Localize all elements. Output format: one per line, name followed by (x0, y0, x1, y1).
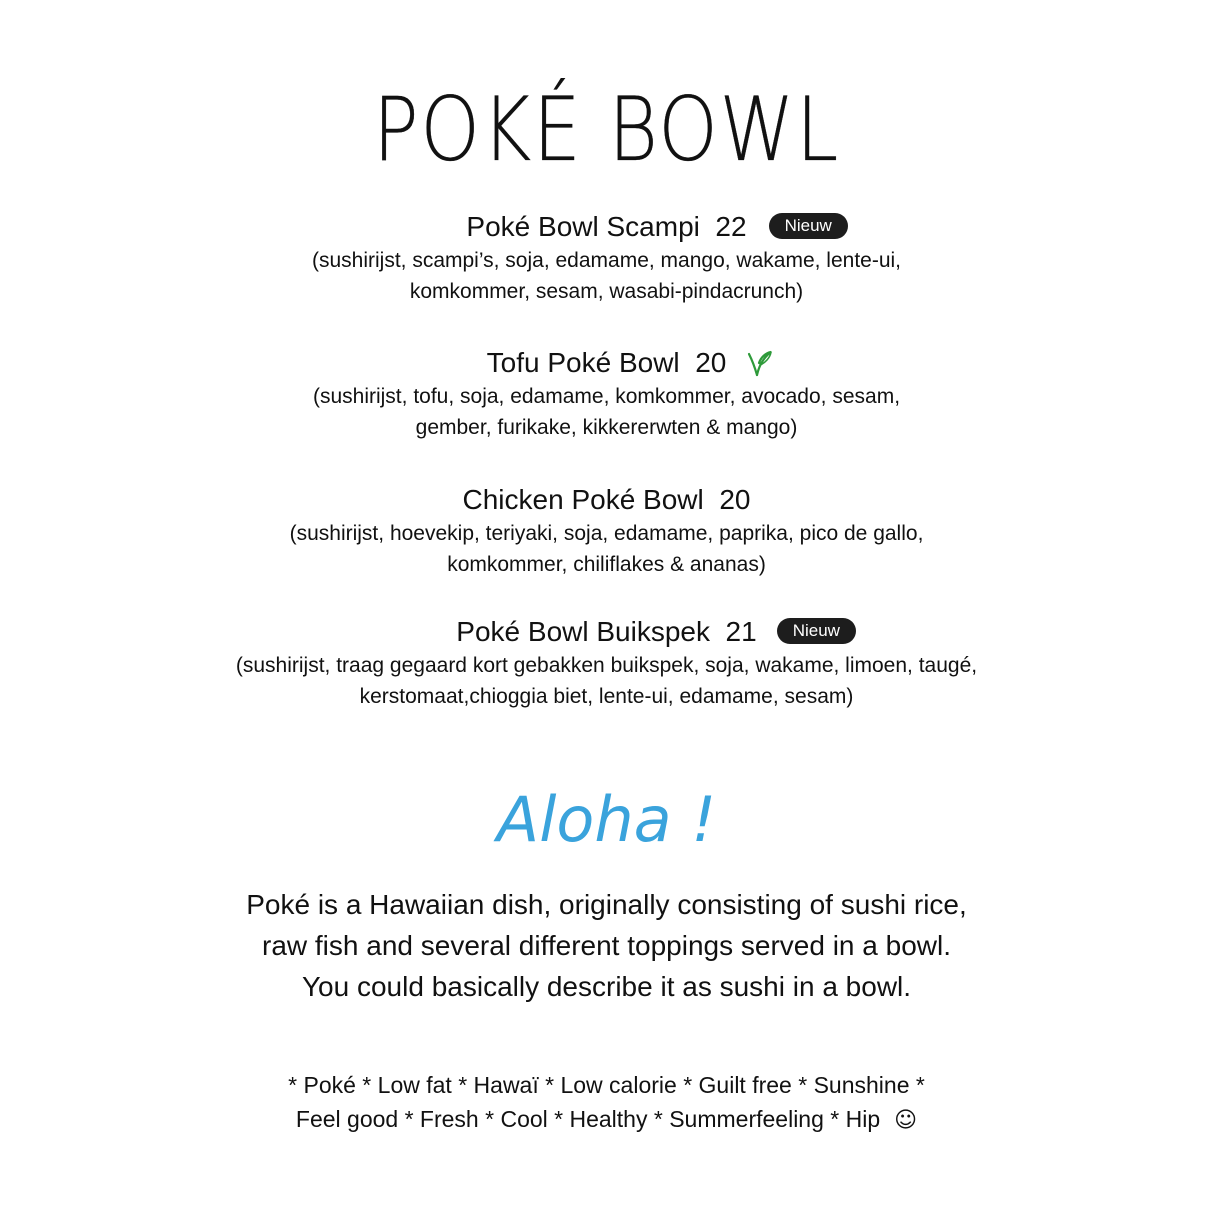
menu-item-name: Chicken Poké Bowl (462, 484, 704, 515)
menu-item-title (466, 210, 832, 244)
menu-item-price: 22 (715, 211, 747, 242)
menu-item-head (0, 483, 1213, 517)
menu-item-head (0, 210, 1213, 244)
menu-item-name: Poké Bowl Scampi (466, 211, 700, 242)
about-line: raw fish and several different toppings served in a bowl. (262, 930, 951, 961)
menu-item-title (487, 346, 727, 380)
menu-item-desc-line: kerstomaat,chioggia biet, lente-ui, edamame, sesam) (359, 685, 854, 708)
menu-item-desc-line: (sushirijst, hoevekip, teriyaki, soja, edamame, paprika, pico de gallo, (289, 522, 924, 545)
tagline-text: Feel good * Fresh * Cool * Healthy * Summerfeeling * Hip (295, 1106, 881, 1132)
tagline (0, 1068, 1213, 1138)
menu-item-buikspek (0, 615, 1213, 712)
tagline-line: * Poké * Low fat * Hawaï * Low calorie * Guilt free * Sunshine * (288, 1072, 925, 1098)
menu-item-desc-line: (sushirijst, tofu, soja, edamame, komkommer, avocado, sesam, (312, 385, 901, 408)
menu-item-title (463, 483, 751, 517)
tagline-line-2 (0, 1102, 1213, 1138)
menu-item-desc (0, 381, 1213, 443)
about-line: You could basically describe it as sushi in a bowl. (301, 971, 912, 1002)
menu-item-price: 20 (695, 347, 727, 378)
menu-item-name: Tofu Poké Bowl (486, 347, 680, 378)
menu-item-chicken (0, 483, 1213, 580)
menu-item-head (0, 615, 1213, 649)
menu-item-desc-line: komkommer, sesam, wasabi-pindacrunch) (409, 280, 804, 303)
aloha-heading: Aloha ! (496, 783, 717, 856)
menu-item-tofu (0, 346, 1213, 443)
vegan-leaf-icon (746, 348, 774, 378)
menu-item-title (456, 615, 840, 649)
menu-item-price: 20 (719, 484, 751, 515)
menu-item-desc (0, 650, 1213, 712)
new-badge: Nieuw (777, 618, 856, 644)
smiley-icon: ☺ (894, 1108, 918, 1133)
menu-item-desc-line: komkommer, chiliflakes & ananas) (447, 553, 766, 576)
new-badge: Nieuw (769, 213, 848, 239)
menu-item-desc (0, 245, 1213, 307)
menu-item-desc (0, 518, 1213, 580)
menu-item-price: 21 (725, 616, 757, 647)
menu-item-desc-line: gember, furikake, kikkererwten & mango) (415, 416, 798, 439)
menu-item-head (0, 346, 1213, 380)
menu-title: POKÉ BOWL (373, 78, 840, 181)
menu-item-desc-line: (sushirijst, traag gegaard kort gebakken buikspek, soja, wakame, limoen, taugé, (235, 654, 978, 677)
menu-item-desc-line: (sushirijst, scampi’s, soja, edamame, mango, wakame, lente-ui, (311, 249, 901, 272)
about-line: Poké is a Hawaiian dish, originally consisting of sushi rice, (246, 889, 967, 920)
about-paragraph (0, 884, 1213, 1007)
menu-item-name: Poké Bowl Buikspek (456, 616, 710, 647)
menu-item-scampi (0, 210, 1213, 307)
